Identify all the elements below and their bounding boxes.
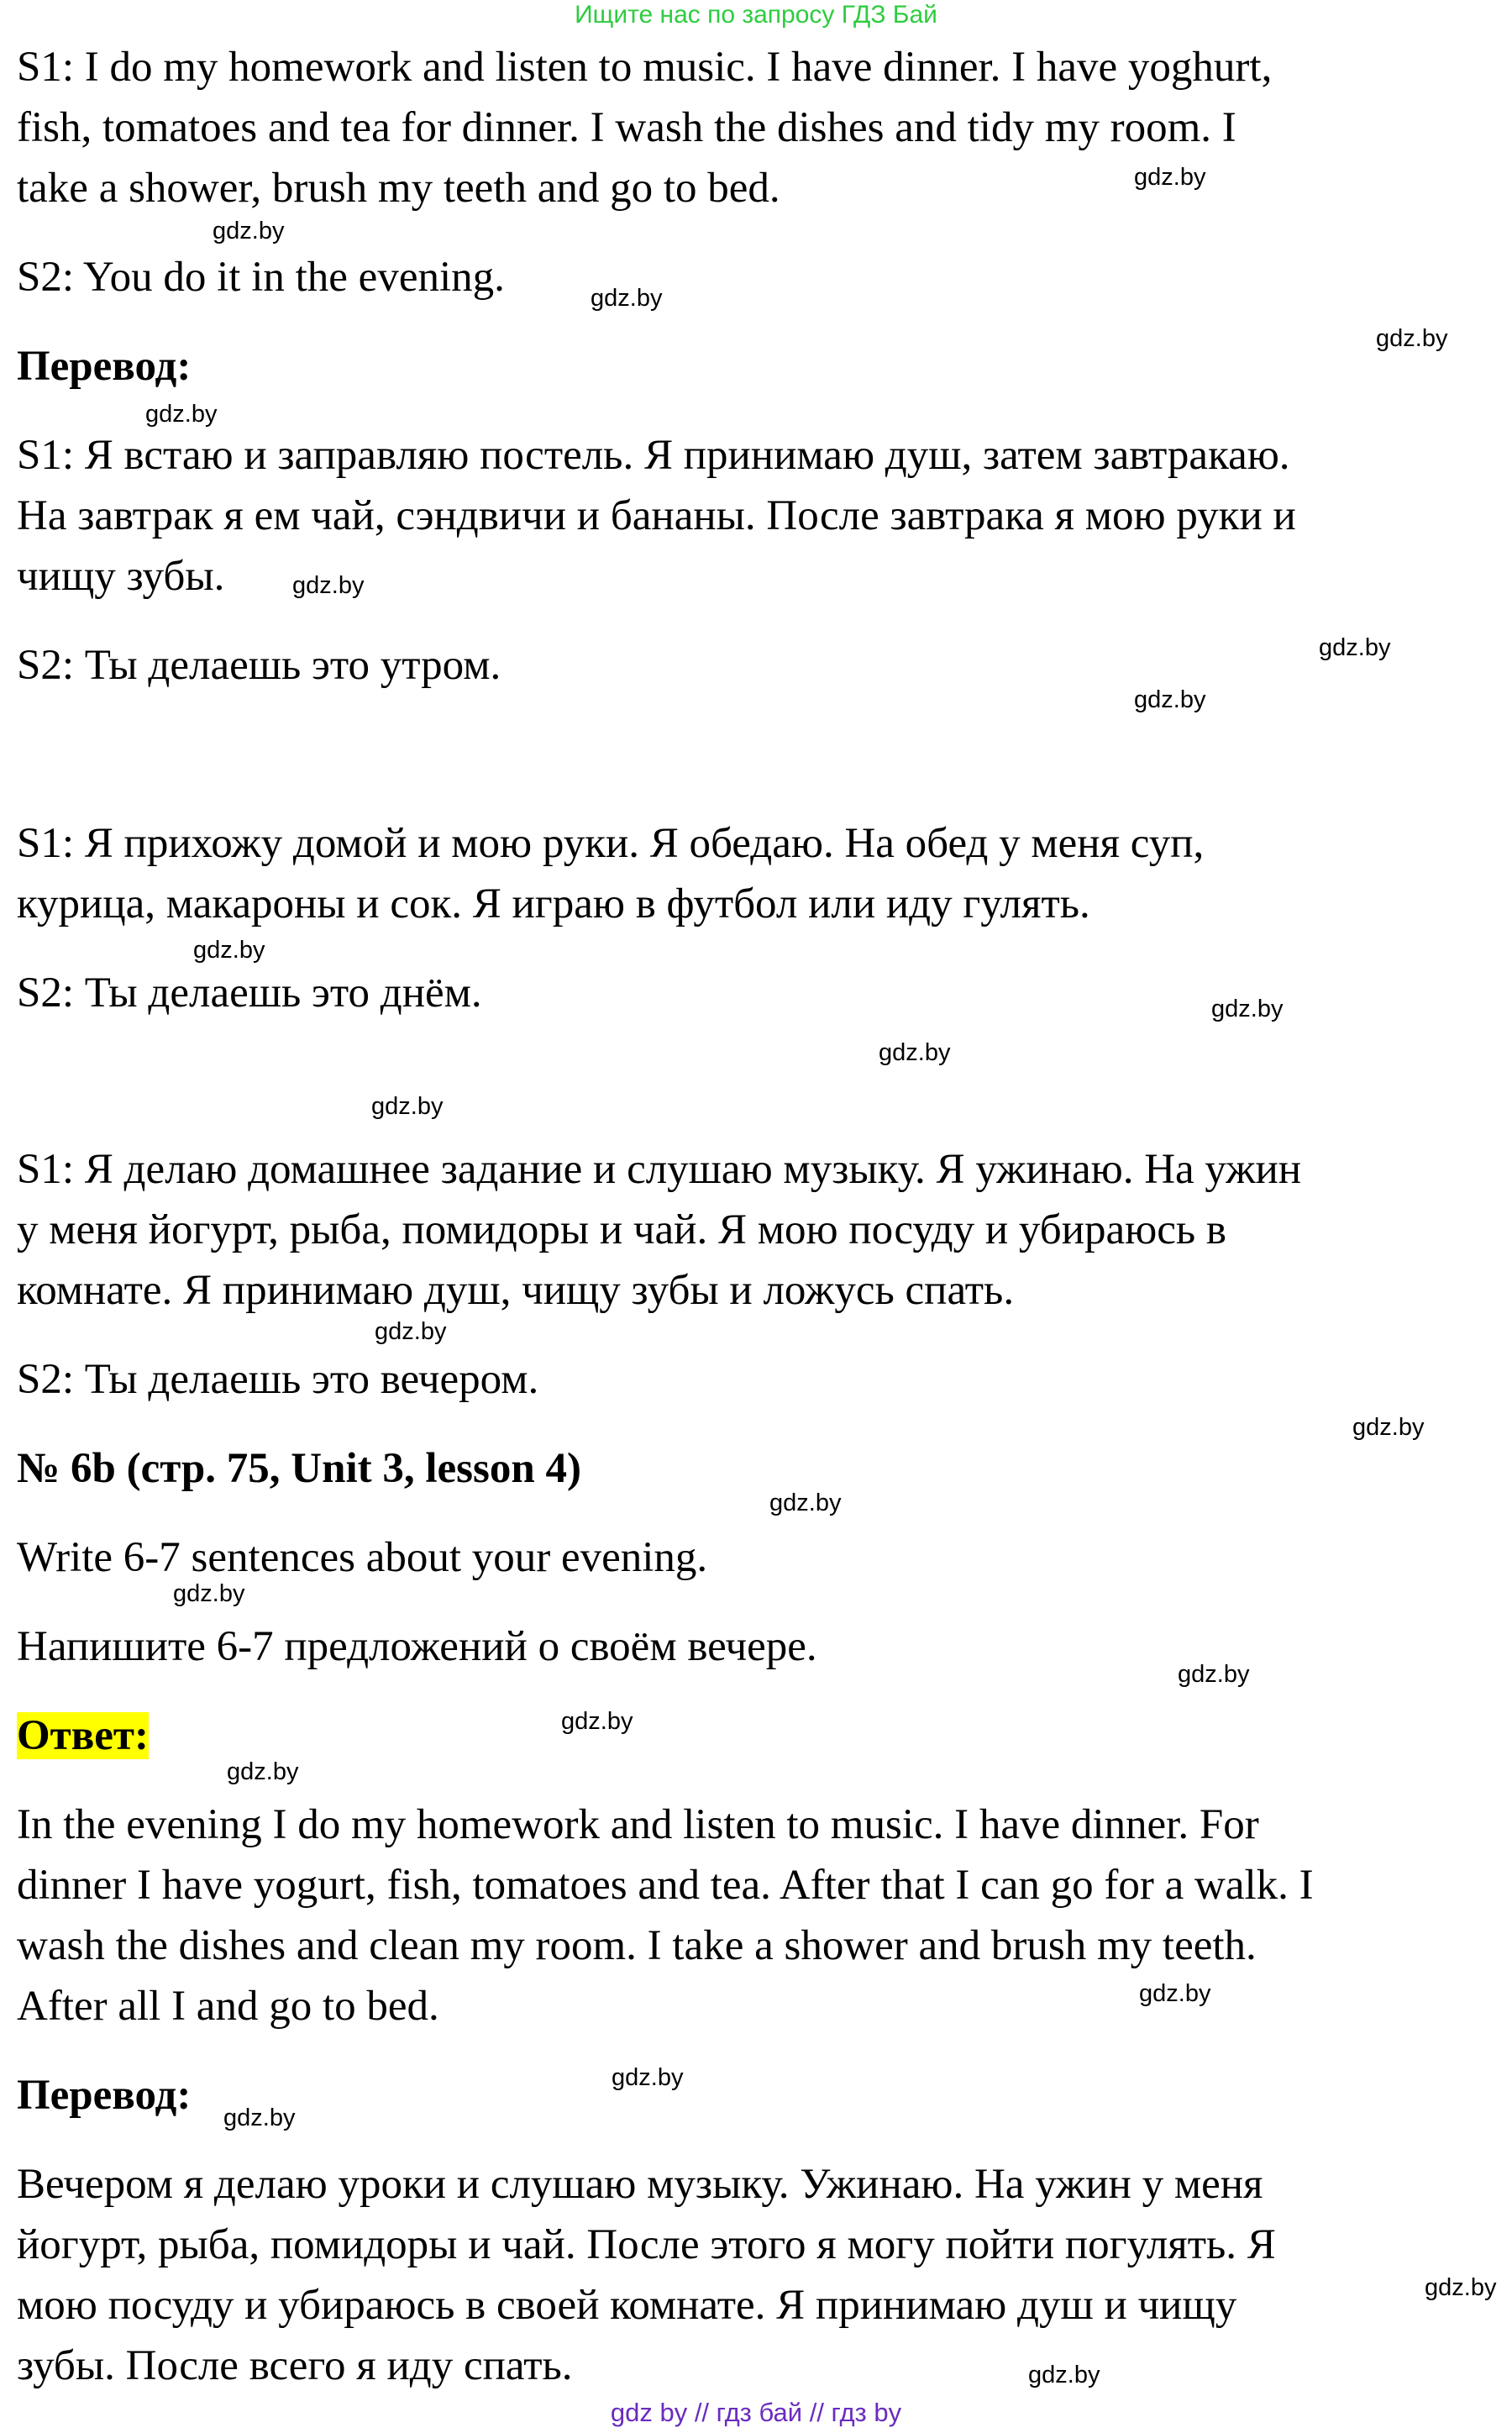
watermark: gdz.by [561, 1708, 633, 1735]
search-hint-link[interactable]: Ищите нас по запросу ГДЗ Бай [575, 1, 937, 29]
watermark: gdz.by [879, 1039, 951, 1066]
answer-line-3: wash the dishes and clean my room. I take a shower and brush my teeth. [17, 1922, 1257, 1969]
watermark: gdz.by [1319, 634, 1391, 661]
tr2-line-2: курица, макароны и сок. Я играю в футбол или иду гулять. [17, 880, 1090, 927]
watermark: gdz.by [612, 2064, 684, 2091]
tr1-line-1: S1: Я встаю и заправляю постель. Я принимаю душ, затем завтракаю. [17, 432, 1290, 479]
watermark: gdz.by [1425, 2274, 1497, 2301]
footer-links[interactable]: gdz by // гдз бай // гдз by [610, 2398, 902, 2427]
answer-highlight: Ответ: [17, 1712, 149, 1759]
watermark: gdz.by [145, 401, 218, 428]
watermark: gdz.by [1178, 1661, 1250, 1688]
translation-line-2: йогурт, рыба, помидоры и чай. После этого я могу пойти погулять. Я [17, 2221, 1276, 2268]
translation-line-1: Вечером я делаю уроки и слушаю музыку. Ужинаю. На ужин у меня [17, 2161, 1263, 2208]
task-russian: Напишите 6-7 предложений о своём вечере. [17, 1623, 817, 1670]
s1-line-2: fish, tomatoes and tea for dinner. I wash the dishes and tidy my room. I [17, 104, 1236, 151]
watermark: gdz.by [227, 1758, 299, 1785]
tr3-line-3: комнате. Я принимаю душ, чищу зубы и ложусь спать. [17, 1267, 1015, 1314]
watermark: gdz.by [1134, 164, 1206, 191]
translation-line-3: мою посуду и убираюсь в своей комнате. Я принимаю душ и чищу [17, 2282, 1237, 2329]
answer-line-2: dinner I have yogurt, fish, tomatoes and tea. After that I can go for a walk. I [17, 1862, 1314, 1909]
watermark: gdz.by [1139, 1980, 1211, 2007]
tr1-s2: S2: Ты делаешь это утром. [17, 642, 501, 689]
answer-label [17, 1705, 149, 1766]
watermark: gdz.by [371, 1093, 444, 1120]
tr2-line-1: S1: Я прихожу домой и мою руки. Я обедаю. На обед у меня суп, [17, 820, 1205, 867]
translation-heading-2: Перевод: [17, 2072, 192, 2119]
tr3-s2: S2: Ты делаешь это вечером. [17, 1356, 539, 1403]
watermark: gdz.by [769, 1490, 842, 1516]
watermark: gdz.by [1211, 996, 1284, 1022]
s1-line-1: S1: I do my homework and listen to music. I have dinner. I have yoghurt, [17, 44, 1273, 91]
watermark: gdz.by [292, 572, 365, 599]
task-english: Write 6-7 sentences about your evening. [17, 1534, 708, 1581]
translation-heading-1: Перевод: [17, 343, 192, 390]
tr3-line-2: у меня йогурт, рыба, помидоры и чай. Я мою посуду и убираюсь в [17, 1206, 1226, 1253]
watermark: gdz.by [1134, 686, 1206, 713]
s2-line: S2: You do it in the evening. [17, 254, 505, 301]
translation-line-4: зубы. После всего я иду спать. [17, 2342, 573, 2389]
exercise-heading: № 6b (стр. 75, Unit 3, lesson 4) [17, 1445, 581, 1492]
watermark: gdz.by [1028, 2362, 1100, 2388]
watermark: gdz.by [223, 2105, 296, 2131]
watermark: gdz.by [173, 1580, 245, 1607]
tr3-line-1: S1: Я делаю домашнее задание и слушаю музыку. Я ужинаю. На ужин [17, 1146, 1302, 1193]
watermark: gdz.by [1352, 1414, 1425, 1441]
answer-line-1: In the evening I do my homework and listen to music. I have dinner. For [17, 1801, 1259, 1848]
tr1-line-3: чищу зубы. [17, 553, 225, 600]
watermark: gdz.by [213, 218, 285, 244]
s1-line-3: take a shower, brush my teeth and go to bed. [17, 165, 780, 212]
tr1-line-2: На завтрак я ем чай, сэндвичи и бананы. После завтрака я мою руки и [17, 492, 1296, 539]
tr2-s2: S2: Ты делаешь это днём. [17, 970, 482, 1017]
watermark: gdz.by [375, 1318, 447, 1345]
watermark: gdz.by [193, 937, 265, 964]
watermark: gdz.by [591, 285, 663, 312]
watermark: gdz.by [1376, 325, 1448, 352]
answer-line-4: After all I and go to bed. [17, 1983, 439, 2030]
